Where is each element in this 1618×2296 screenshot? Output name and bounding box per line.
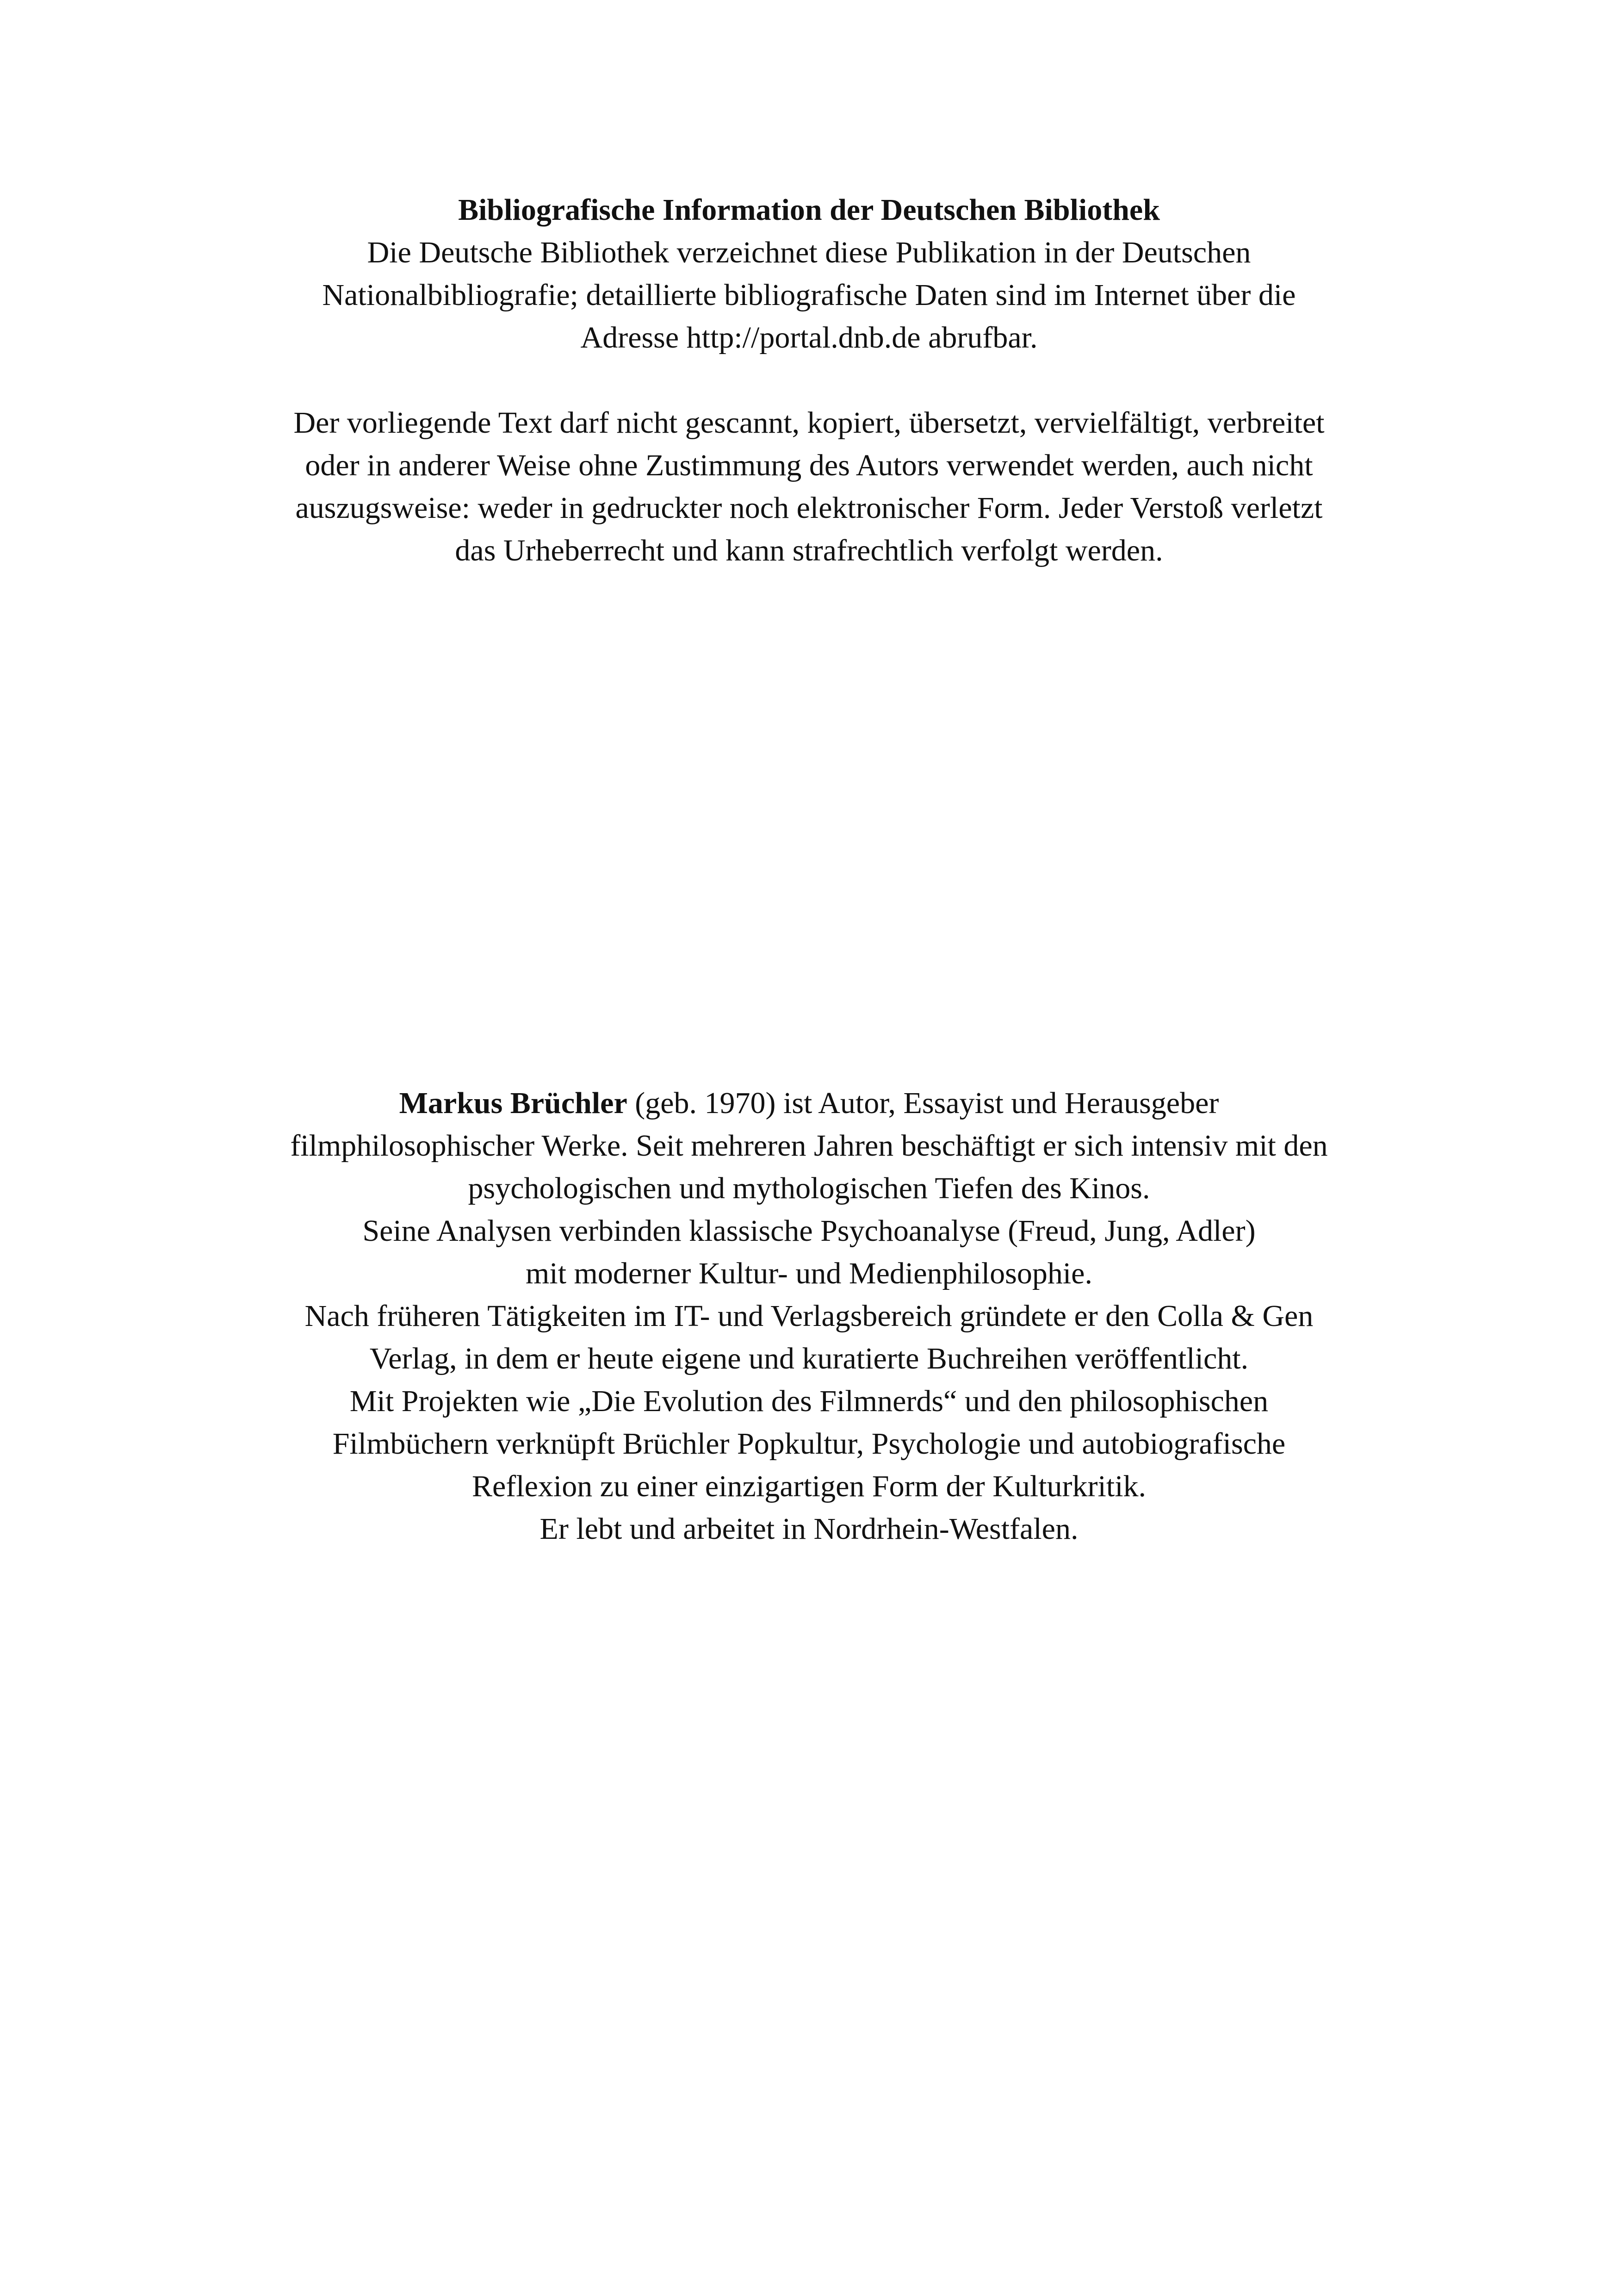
bibliographic-info-block — [0, 189, 1618, 359]
copyright-notice-line: Der vorliegende Text darf nicht gescannt, kopiert, übersetzt, vervielfältigt, verbreitet — [293, 406, 1325, 440]
author-bio-line: mit moderner Kultur- und Medienphilosophie. — [526, 1257, 1092, 1290]
author-bio-line: Nach früheren Tätigkeiten im IT- und Verlagsbereich gründete er den Colla & Gen — [304, 1299, 1314, 1333]
author-bio-line: Mit Projekten wie „Die Evolution des Filmnerds“ und den philosophischen — [349, 1384, 1269, 1418]
bibliographic-info-heading: Bibliografische Information der Deutschen Bibliothek — [458, 193, 1160, 227]
author-bio-intro: (geb. 1970) ist Autor, Essayist und Herausgeber — [627, 1086, 1219, 1120]
bibliographic-info-line: Die Deutsche Bibliothek verzeichnet diese Publikation in der Deutschen — [367, 236, 1251, 269]
author-bio-line: Seine Analysen verbinden klassische Psychoanalyse (Freud, Jung, Adler) — [362, 1214, 1256, 1248]
copyright-notice-line: das Urheberrecht und kann strafrechtlich verfolgt werden. — [455, 534, 1163, 567]
bibliographic-info-line: Nationalbibliografie; detaillierte bibliografische Daten sind im Internet über die — [322, 278, 1296, 312]
author-bio-line: Er lebt und arbeitet in Nordrhein-Westfalen. — [539, 1512, 1079, 1546]
copyright-notice-line: oder in anderer Weise ohne Zustimmung des Autors verwendet werden, auch nicht — [305, 448, 1313, 482]
author-bio-block — [0, 1082, 1618, 1550]
bibliographic-info-line: Adresse http://portal.dnb.de abrufbar. — [580, 321, 1038, 355]
author-bio-first-line — [0, 1082, 1618, 1125]
author-bio-line: Filmbüchern verknüpft Brüchler Popkultur, Psychologie und autobiografische — [332, 1427, 1286, 1461]
author-bio-line: filmphilosophischer Werke. Seit mehreren Jahren beschäftigt er sich intensiv mit den — [290, 1129, 1328, 1163]
author-bio-line: Verlag, in dem er heute eigene und kuratierte Buchreihen veröffentlicht. — [369, 1342, 1249, 1375]
copyright-notice-block — [0, 402, 1618, 572]
author-bio-line: psychologischen und mythologischen Tiefen des Kinos. — [468, 1171, 1150, 1205]
author-name: Markus Brüchler — [399, 1086, 627, 1120]
copyright-notice-line: auszugsweise: weder in gedruckter noch elektronischer Form. Jeder Verstoß verletzt — [295, 491, 1323, 525]
author-bio-line: Reflexion zu einer einzigartigen Form der Kulturkritik. — [471, 1469, 1147, 1503]
